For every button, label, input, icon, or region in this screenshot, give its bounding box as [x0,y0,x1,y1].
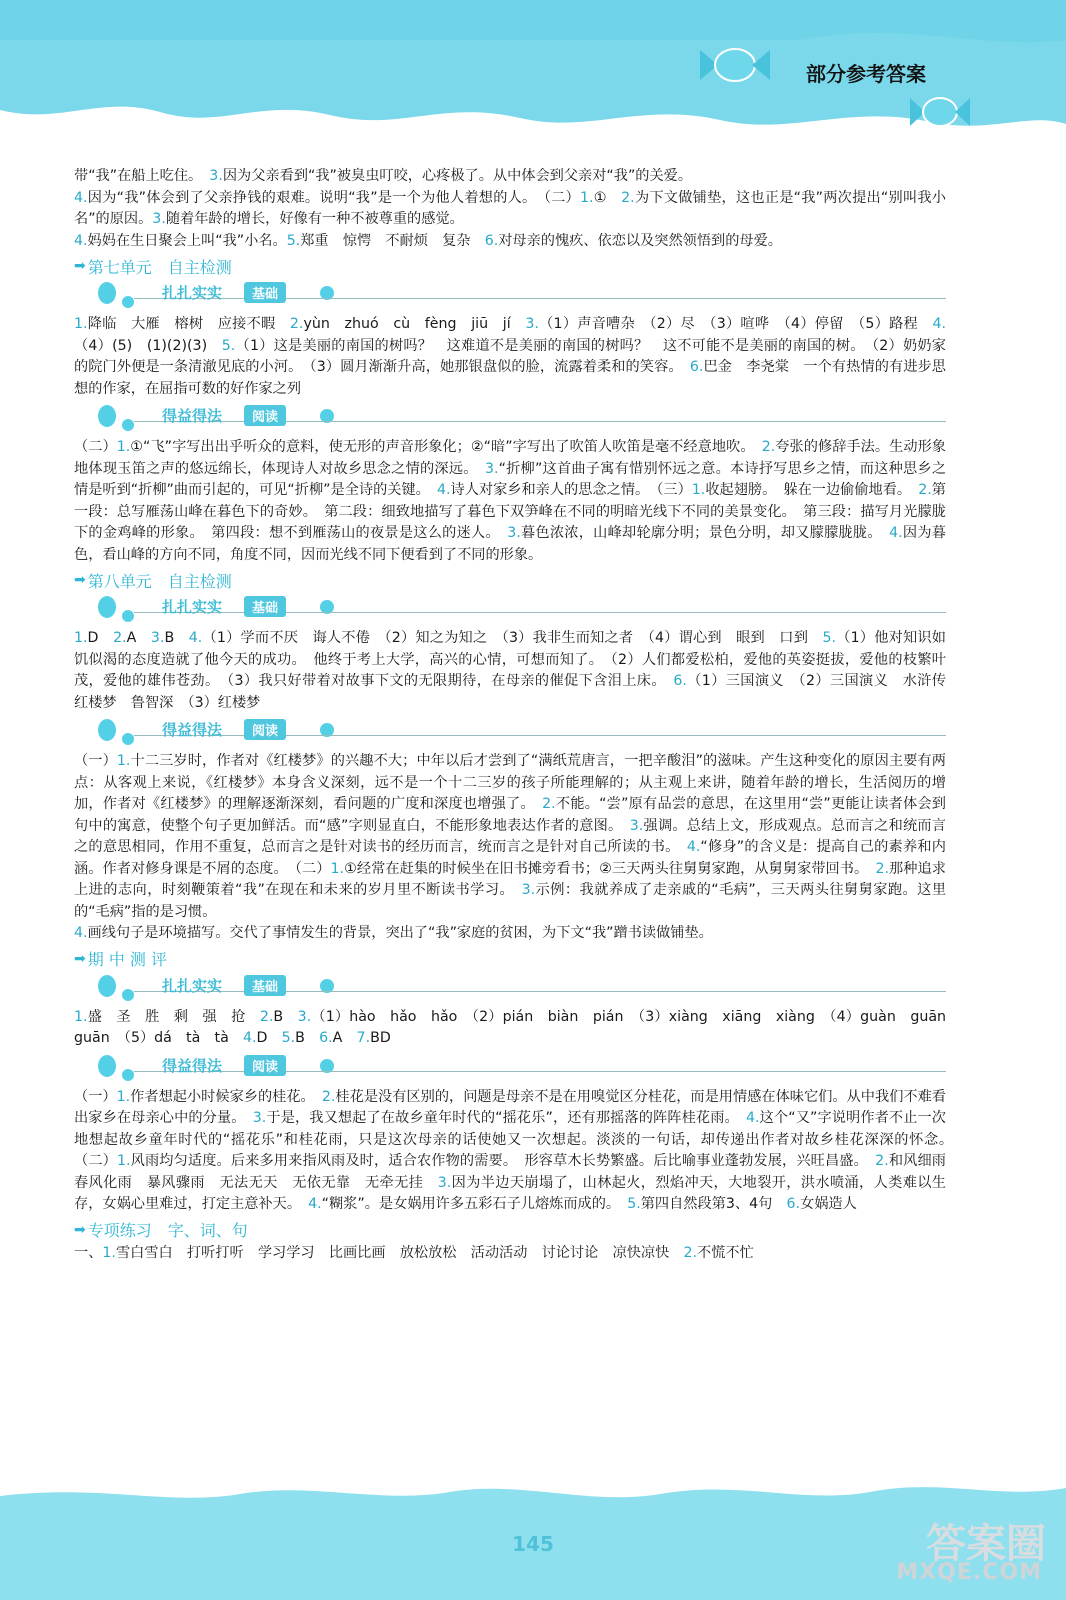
subsection-banner [74,594,946,624]
answer-text: 暮色浓浓，山峰却轮廓分明；景色分明，却又朦朦胧胧。 [520,525,890,541]
candy-icon [700,40,770,90]
answer-text: “糊浆”。是女娲用许多五彩石子儿熔炼而成的。 [321,1196,628,1212]
bubble-icon [98,1055,116,1077]
answer-text: （1）hào hǎo hǎo （2）pián biàn pián （3）xiàng xiāng xiàng （4）guàn guān guān （5）dá tà tà [74,1008,961,1046]
answer-content [74,166,961,1264]
bubble-icon [98,405,116,427]
answer-text: 第一段：总写雁荡山峰在暮色下的奇妙。 第二段：细致地描写了暮色下双笋峰在不同的明暗光线下不同的美景变化。 第三段：描写月光朦胧下的金鸡峰的形象。 第四段：想不到雁荡山的夜景是这么的迷人。 [74,482,946,541]
question-number: 5. [627,1196,641,1212]
answer-text: 夸张的修辞手法。生动形象地体现玉笛之声的悠远绵长，体现诗人对故乡思念之情的深远。 [74,439,946,477]
subsection-label: 得益得法 [162,721,223,739]
bubble-icon [98,596,116,618]
answer-text: 风雨均匀适度。后来多用来指风雨及时，适合农作物的需要。 形容草木长势繁盛。后比喻事业蓬勃发展，兴旺昌盛。 [130,1153,876,1169]
answer-text: B [273,1008,298,1025]
bubble-icon [122,296,134,308]
answer-text: B [164,630,189,646]
answer-text: （1）这是美丽的南国的树吗？ 这难道不是美丽的南国的树吗？ 这不可能不是美丽的南国的树。 （2）奶奶家的院门外便是一条清澈见底的小河。 （3）圆月渐渐升高，她那银盘似的脸，流露着柔和的笑容。 [74,337,946,375]
answer-text: （1）声音嘈杂 （2）尽 （3）喧哗 （4）停留 （5）路程 [538,316,933,332]
question-number: 2. [683,1244,697,1261]
answer-text: “折柳”这首曲子寓有惜别怀远之意。本诗抒写思乡之情，而这种思乡之情是听到“折柳”曲而引起的，可见“折柳”是全诗的关键。 [74,460,947,498]
question-number: 4. [308,1196,322,1212]
answer-text: （二） [74,439,117,455]
answer-text: （1）三国演义 （2）三国演义 水浒传 红楼梦 鲁智深 （3）红楼梦 [74,673,961,711]
question-number: 1. [74,630,88,646]
answer-text: B [295,1030,320,1046]
subsection-label: 扎扎实实 [162,284,223,302]
bubble-icon [98,282,116,304]
answer-text: 盛 圣 胜 剩 强 抢 [87,1008,260,1025]
question-number: 6. [484,232,499,249]
question-number: 2. [289,316,304,332]
subsection-label: 得益得法 [162,1056,223,1075]
section-title: 第八单元 自主检测 [87,571,232,591]
question-number: 2. [321,1088,336,1105]
bubble-icon [122,610,134,622]
subsection-label: 扎扎实实 [162,598,223,616]
answer-paragraph [74,1243,946,1265]
answer-text: 降临 大雁 榕树 应接不暇 [87,316,290,332]
bubble-icon [98,975,116,997]
question-number: 3. [152,211,166,227]
question-number: 3. [150,630,165,646]
answer-text: 因为暮色，看山峰的方向不同，角度不同，因而光线不同下便看到了不同的形象。 [74,525,946,563]
question-number: 2. [542,796,556,812]
subsection-banner [74,280,946,310]
question-number: 1. [102,1244,116,1261]
answer-paragraph [74,923,946,945]
answer-paragraph [74,1087,961,1216]
answer-text: 示例：我就养成了走亲戚的“毛病”，三天两头往舅舅家跑。这里的“毛病”指的是习惯。 [74,882,947,920]
subsection-tag: 基础 [244,596,286,617]
question-number: 5. [286,232,301,249]
subsection-tag: 基础 [244,975,286,996]
arrow-icon: ➡ [74,950,86,967]
question-number: 2. [918,482,932,498]
bubble-icon [98,719,116,741]
answer-text: 这个“又”字说明作者不止一次地想起故乡童年时代的“摇花乐”和桂花雨，只是这次母亲的话使她又一次想起。淡淡的一句话，却传递出作者对故乡桂花深深的怀念。 （二） [74,1110,961,1169]
answer-text: 桂花是没有区别的，问题是母亲不是在用嗅觉区分桂花，而是用情感在体味它们。从中我们不难看出家乡在母亲心中的分量。 [74,1088,946,1126]
answer-text: 一、 [74,1244,103,1261]
answer-text: 强调。总结上文，形成观点。总而言之和统而言之的意思相同，作用不重复，总而言之是针对读书的经历而言，统而言之是针对自己所读的书。 [74,817,946,855]
question-number: 4. [745,1110,760,1126]
question-number: 1. [116,1153,131,1169]
subsection-banner [74,403,946,433]
answer-text: 和风细雨 春风化雨 暴风骤雨 无法无天 无依无靠 无牵无挂 [74,1153,961,1191]
question-number: 4. [74,232,88,249]
question-number: 1. [330,860,345,877]
question-number: 3. [485,460,499,477]
question-number: 2. [621,189,635,206]
answer-paragraph [74,628,961,714]
answer-text: （一） [74,753,117,769]
question-number: 1. [74,316,88,332]
answer-text: 随着年龄的增长，好像有一种不被尊重的感觉。 [165,211,464,227]
section-title: 专项练习 字、词、句 [87,1221,248,1240]
answer-text: ① [593,189,622,206]
question-number: 1. [116,1088,131,1105]
section-title: 期 中 测 评 [87,950,167,969]
answer-text: 那种追求上进的志向，时刻鞭策着“我”在现在和未来的岁月里不断读书学习。 [74,860,946,898]
answer-text: 因为“我”体会到了父亲挣钱的艰难。说明“我”是一个为他人着想的人。 （二） [87,189,580,206]
question-number: 3. [525,316,539,332]
answer-text: 十二三岁时，作者对《红楼梦》的兴趣不大；中年以后才尝到了“满纸荒唐言，一把辛酸泪”的滋味。产生这种变化的原因主要有两点：从客观上来说，《红楼梦》本身含义深刻，远不是一个十二三岁的孩子所能理解的；从主观上来讲，随着年龄的增长，生活阅历的增加，作者对《红楼梦》的理解逐渐深刻，看问题的广度和深度也增强了。 [74,753,946,812]
question-number: 1. [116,753,131,769]
question-number: 4. [74,925,88,941]
answer-text: 不慌不忙 [697,1244,754,1261]
question-number: 1. [74,1008,88,1025]
answer-paragraph [74,314,946,400]
answer-text: 对母亲的愧疚、依恋以及突然领悟到的母爱。 [498,232,782,249]
answer-paragraph [74,1007,961,1050]
bubble-icon [122,989,134,1001]
candy-icon [910,90,970,134]
bubble-icon [122,419,134,431]
answer-text: ①经常在赶集的时候坐在旧书摊旁看书；②三天两头往舅舅家跑，从舅舅家带回书。 [344,860,876,877]
question-number: 5. [822,630,837,646]
answer-paragraph [74,188,946,231]
question-number: 4. [436,482,451,498]
question-number: 6. [319,1030,333,1046]
answer-text: 作者想起小时候家乡的桂花。 [130,1088,322,1105]
answer-text: （1）学而不厌 诲人不倦 （2）知之为知之 （3）我非生而知之者 （4）谓心到 眼到 口到 [202,630,823,646]
question-number: 1. [691,482,706,498]
subsection-tag: 阅读 [244,719,286,740]
question-number: 6. [786,1196,801,1212]
question-number: 3. [297,1008,312,1025]
question-number: 4. [686,839,701,855]
watermark-url: MXQE.COM [896,1560,1042,1585]
question-number: 3. [507,525,521,541]
answer-text: 因为父亲看到“我”被臭虫叮咬，心疼极了。从中体会到父亲对“我”的关爱。 [222,168,693,184]
answer-paragraph [74,231,946,253]
answer-text: （4）(5) (1)(2)(3) [74,337,222,354]
question-number: 2. [761,439,776,455]
answer-text: （一） [74,1088,117,1105]
answer-text: 雪白雪白 打听打听 学习学习 比画比画 放松放松 活动活动 讨论讨论 凉快凉快 [115,1244,684,1261]
question-number: 3. [252,1110,267,1126]
question-number: 4. [889,525,903,541]
question-number: 2. [113,630,127,646]
header-band [0,0,1066,150]
bubble-icon [122,733,134,745]
question-number: 5. [281,1030,296,1046]
question-number: 3. [629,817,644,834]
answer-text: 诗人对家乡和亲人的思念之情。 （三） [450,482,692,498]
section-heading [74,948,946,970]
question-number: 3. [521,882,536,898]
question-number: 4. [188,630,203,646]
subsection-tag: 基础 [244,282,286,303]
answer-text: D [87,630,114,646]
answer-text: 第四自然段第3、4句 [640,1196,787,1212]
answer-paragraph [74,751,946,923]
answer-text: 郑重 惊愕 不耐烦 复杂 [300,232,485,249]
answer-text: 巴金 李尧棠 一个有热情的有进步思想的作家，在屈指可数的好作家之列 [74,359,946,397]
question-number: 4. [74,189,88,206]
section-title: 第七单元 自主检测 [87,257,232,277]
question-number: 3. [437,1174,452,1191]
question-number: 6. [673,673,687,689]
answer-paragraph [74,437,946,566]
watermark-logo: 答案圈 [926,1521,1046,1567]
arrow-icon: ➡ [74,1221,86,1238]
answer-text: 于是，我又想起了在故乡童年时代的“摇花乐”，还有那摇落的阵阵桂花雨。 [266,1110,746,1126]
question-number: 4. [932,316,946,332]
question-number: 6. [689,359,704,375]
page-header-title: 部分参考答案 [806,62,926,86]
answer-text: “修身”的含义是：提高自己的素养和内涵。作者对修身课是不屑的态度。 （二） [74,839,946,877]
answer-paragraph [74,166,946,188]
question-number: 4. [242,1030,257,1046]
answer-text: 收起翅膀。 躲在一边偷偷地看。 [705,482,919,498]
page-number: 145 [512,1532,554,1556]
section-heading [74,569,946,591]
question-number: 3. [209,168,223,184]
answer-text: ①“飞”字写出出乎听众的意料，使无形的声音形象化；②“暗”字写出了吹笛人吹笛是毫不经意地吹。 [130,439,762,455]
subsection-banner [74,973,946,1003]
question-number: 2. [875,860,889,877]
answer-text: 带“我”在船上吃住。 [74,168,210,184]
answer-text: 妈妈在生日聚会上叫“我”小名。 [87,232,287,249]
subsection-tag: 阅读 [244,1055,286,1076]
question-number: 1. [579,189,594,206]
subsection-banner [74,1053,946,1083]
question-number: 5. [221,337,236,354]
answer-text: 画线句子是环境描写。交代了事情发生的背景，突出了“我”家庭的贫困，为下文“我”蹭书读做铺垫。 [87,925,713,941]
answer-text: yùn zhuó cù fèng jiū jí [303,316,526,332]
arrow-icon: ➡ [74,572,86,588]
answer-text: A [126,630,151,646]
subsection-tag: 阅读 [244,405,286,426]
answer-text: A [332,1030,357,1046]
question-number: 2. [875,1153,889,1169]
answer-text: BD [370,1030,391,1046]
bubble-icon [122,1069,134,1081]
answer-text: （1）他对知识如饥似渴的态度造就了他今天的成功。 他终于考上大学，高兴的心情，可想而知了。 （2）人们都爱松柏，爱他的英姿挺拔，爱他的枝繁叶茂，爱他的雄伟苍劲。 （3）我只好带着对故事下文的无限期待，在母亲的催促下含泪上床。 [74,630,946,689]
question-number: 2. [259,1008,274,1025]
answer-text: 因为半边天崩塌了，山林起火，烈焰冲天，大地裂开，洪水喷涌，人类难以生存，女娲心里难过，打定主意补天。 [74,1174,946,1212]
answer-text: 为下文做铺垫，这也正是“我”两次提出“别叫我小名”的原因。 [74,189,946,227]
subsection-label: 扎扎实实 [162,976,223,995]
section-heading [74,255,946,277]
question-number: 7. [356,1030,371,1046]
question-number: 1. [116,439,131,455]
arrow-icon: ➡ [74,258,86,274]
subsection-banner [74,717,946,747]
answer-text: 女娲造人 [800,1196,857,1212]
answer-text: 不能。“尝”原有品尝的意思，在这里用“尝”更能让读者体会到句中的寓意，使整个句子更加鲜活。而“感”字则显直白，不能形象地表达作者的意图。 [74,796,946,834]
section-heading [74,1219,946,1241]
subsection-label: 得益得法 [162,407,223,425]
answer-text: D [256,1030,282,1046]
